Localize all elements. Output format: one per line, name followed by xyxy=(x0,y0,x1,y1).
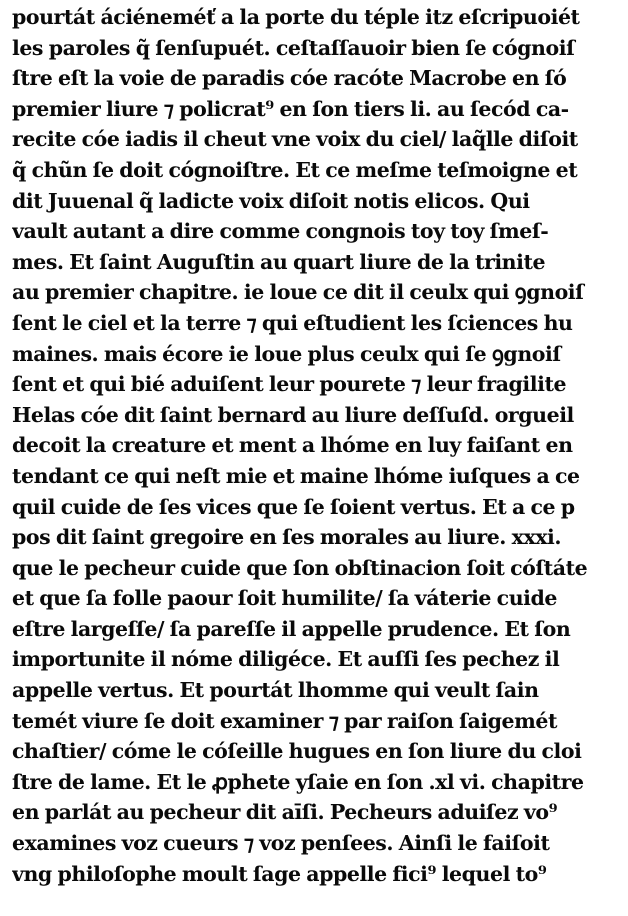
body-text xyxy=(12,2,622,889)
text-line-15: decoit la creature et ment a lhóme en luy faiſant en xyxy=(12,433,573,458)
text-line-28: examines voz cueurs ⁊ voz penſees. Ainſi le faiſoit xyxy=(12,831,550,856)
text-line-1: pourtát áciéneméť a la porte du téple itz eſcripuoiét xyxy=(12,5,580,29)
text-line-4: premier liure ⁊ policrat⁹ en ſon tiers li. au ſecód ca- xyxy=(12,96,569,121)
text-line-3: ſtre eſt la voie de paradis cóe racóte Macrobe en ſó xyxy=(12,66,567,91)
text-line-23: appelle vertus. Et pourtát lhomme qui veult ſain xyxy=(12,678,539,703)
text-line-16: tendant ce qui neſt mie et maine lhóme iuſques a ce xyxy=(12,463,580,488)
text-line-25: chaſtier/ cóme le cóſeille hugues en ſon liure du cloi xyxy=(12,739,582,764)
text-line-24: temét viure ſe doit examiner ⁊ par raiſon ſaigemét xyxy=(12,708,558,733)
text-line-8: vault autant a dire comme congnois toy toy ſmeſ- xyxy=(12,219,549,244)
text-line-20: et que ſa folle paour ſoit humilite/ ſa váterie cuide xyxy=(12,586,557,611)
text-line-5: recite cóe iadis il cheut vne voix du ciel/ laq̃lle diſoit xyxy=(12,127,578,152)
text-line-9: mes. Et ſaint Auguſtin au quart liure de la trinite xyxy=(12,249,546,274)
text-line-21: eſtre largeſſe/ ſa pareſſe il appelle prudence. Et ſon xyxy=(12,616,571,641)
text-line-6: q̃ chũn ſe doit cógnoiſtre. Et ce meſme teſmoigne et xyxy=(12,157,578,182)
text-line-13: ſent et qui bié aduiſent leur pourete ⁊ leur fragilite xyxy=(12,372,567,397)
text-line-26: ſtre de lame. Et le ꝓphete yſaie en ſon .xl vi. chapitre xyxy=(12,769,584,794)
text-line-17: quil cuide de ſes vices que ſe ſoient vertus. Et a ce p xyxy=(12,494,575,519)
text-line-11: ſent le ciel et la terre ⁊ qui eſtudient les ſciences hu xyxy=(12,310,573,335)
text-line-7: dit Juuenal q̃ ladicte voix diſoit notis elicos. Qui xyxy=(12,188,530,213)
text-line-27: en parlát au pecheur dit aīſi. Pecheurs aduiſez vo⁹ xyxy=(12,800,558,825)
text-line-29: vng philoſophe moult ſage appelle fici⁹ lequel to⁹ xyxy=(12,861,547,886)
text-line-12: maines. mais écore ie loue plus ceulx qui ſe ꝯgnoiſ xyxy=(12,341,561,366)
text-line-22: importunite il nóme diligéce. Et auſſi ſes pechez il xyxy=(12,647,560,672)
text-line-19: que le pecheur cuide que ſon obſtinacion ſoit cóſtáte xyxy=(12,555,588,580)
text-line-2: les paroles q̃ ſenſupuét. ceſtaſſauoir bien ſe cógnoiſ xyxy=(12,35,575,60)
text-line-10: au premier chapitre. ie loue ce dit il ceulx qui ꝯgnoiſ xyxy=(12,280,584,305)
text-line-14: Helas cóe dit ſaint bernard au liure deſſuſd. orgueil xyxy=(12,402,574,427)
text-line-18: pos dit ſaint gregoire en ſes morales au liure. xxxi. xyxy=(12,525,562,550)
